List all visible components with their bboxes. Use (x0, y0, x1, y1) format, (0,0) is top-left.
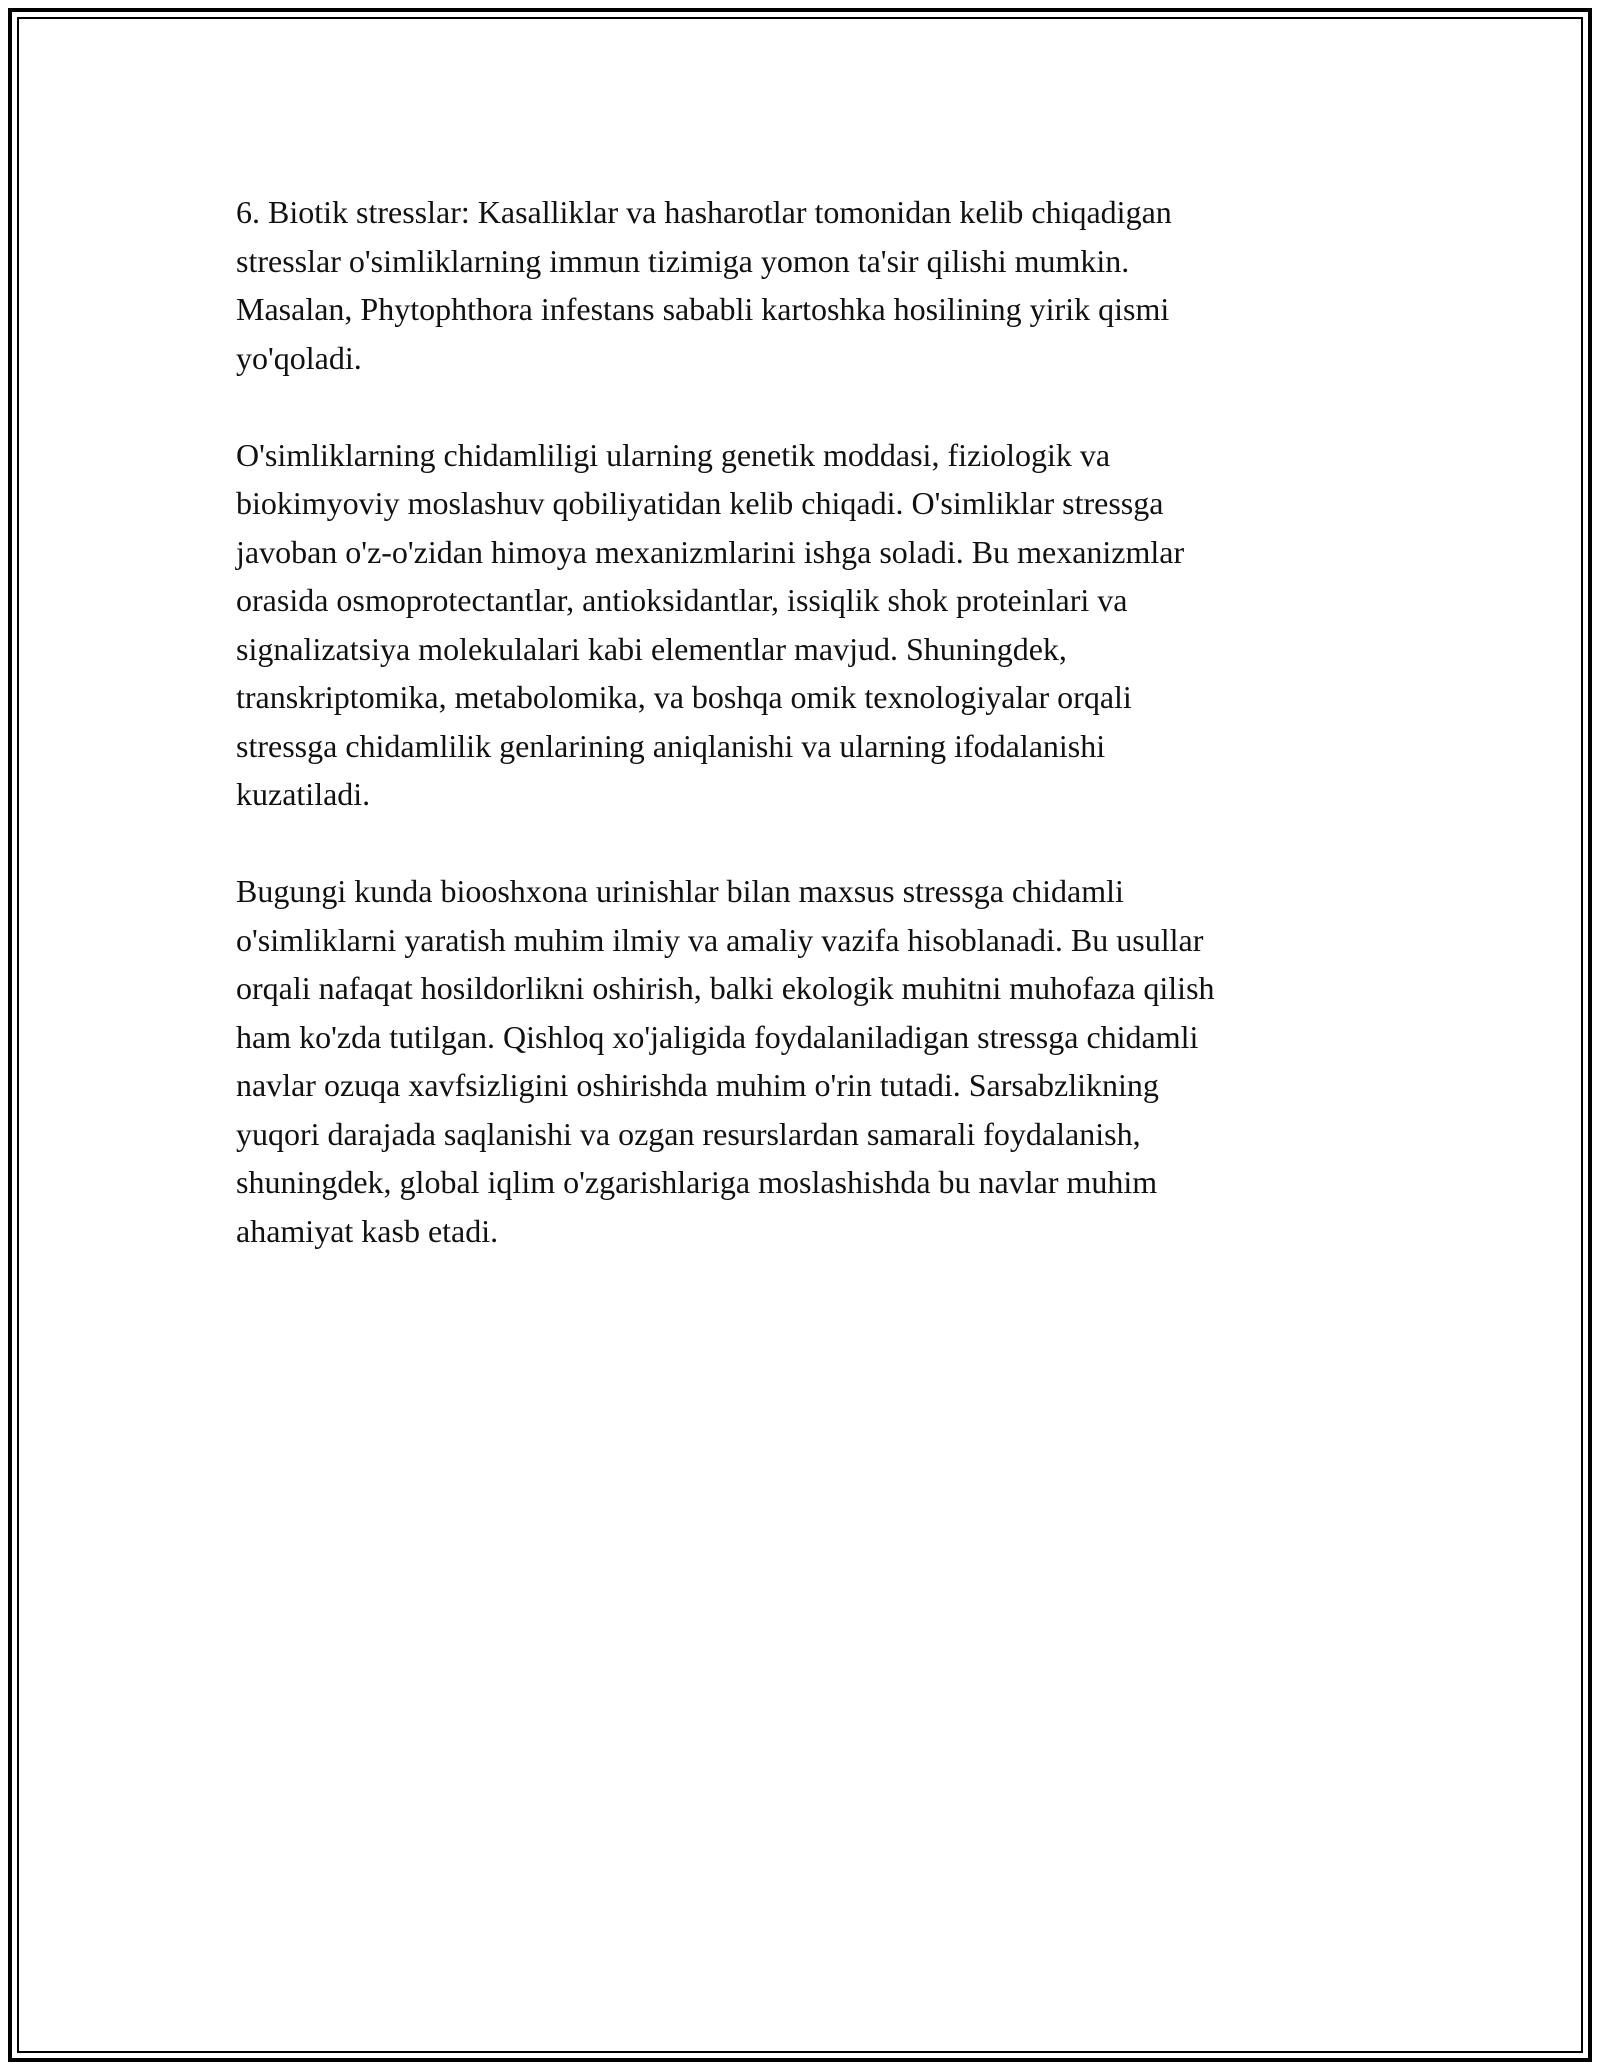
text-line: ahamiyat kasb etadi. (236, 1212, 499, 1249)
paragraph-plant-resistance (236, 431, 1366, 819)
text-line: stresslar o'simliklarning immun tizimiga yomon ta'sir qilishi mumkin. (236, 242, 1130, 279)
text-line: orqali nafaqat hosildorlikni oshirish, balki ekologik muhitni muhofaza qilish (236, 970, 1215, 1006)
document-body (236, 188, 1366, 1304)
paragraph-breeding (236, 867, 1366, 1255)
text-line: orasida osmoprotectantlar, antioksidantlar, issiqlik shok proteinlari va (236, 582, 1128, 618)
text-line: o'simliklarni yaratish muhim ilmiy va amaliy vazifa hisoblanadi. Bu usullar (236, 921, 1204, 958)
text-line: Bugungi kunda biooshxona urinishlar bilan maxsus stressga chidamli (236, 873, 1124, 909)
text-line: signalizatsiya molekulalari kabi elementlar mavjud. Shuningdek, (236, 630, 1067, 667)
paragraph-biotic-stress (236, 188, 1366, 382)
text-line: O'simliklarning chidamliligi ularning genetik moddasi, fiziologik va (236, 436, 1111, 473)
text-line: biokimyoviy moslashuv qobiliyatidan kelib chiqadi. O'simliklar stressga (236, 485, 1164, 521)
text-line: ham ko'zda tutilgan. Qishloq xo'jaligida foydalaniladigan stressga chidamli (236, 1018, 1199, 1055)
text-line: transkriptomika, metabolomika, va boshqa omik texnologiyalar orqali (236, 679, 1132, 715)
text-line: javoban o'z-o'zidan himoya mexanizmlarini ishga soladi. Bu mexanizmlar (236, 533, 1185, 570)
text-line: yo'qoladi. (236, 339, 362, 376)
text-line: Masalan, Phytophthora infestans sababli kartoshka hosilining yirik qismi (236, 291, 1170, 327)
text-line: navlar ozuqa xavfsizligini oshirishda muhim o'rin tutadi. Sarsabzlikning (236, 1067, 1159, 1103)
text-line: 6. Biotik stresslar: Kasalliklar va hasharotlar tomonidan kelib chiqadigan (236, 194, 1172, 230)
text-line: stressga chidamlilik genlarining aniqlanishi va ularning ifodalanishi (236, 727, 1106, 764)
text-line: shuningdek, global iqlim o'zgarishlariga moslashishda bu navlar muhim (236, 1164, 1158, 1200)
text-line: yuqori darajada saqlanishi va ozgan resurslardan samarali foydalanish, (236, 1115, 1141, 1152)
text-line: kuzatiladi. (236, 776, 371, 812)
